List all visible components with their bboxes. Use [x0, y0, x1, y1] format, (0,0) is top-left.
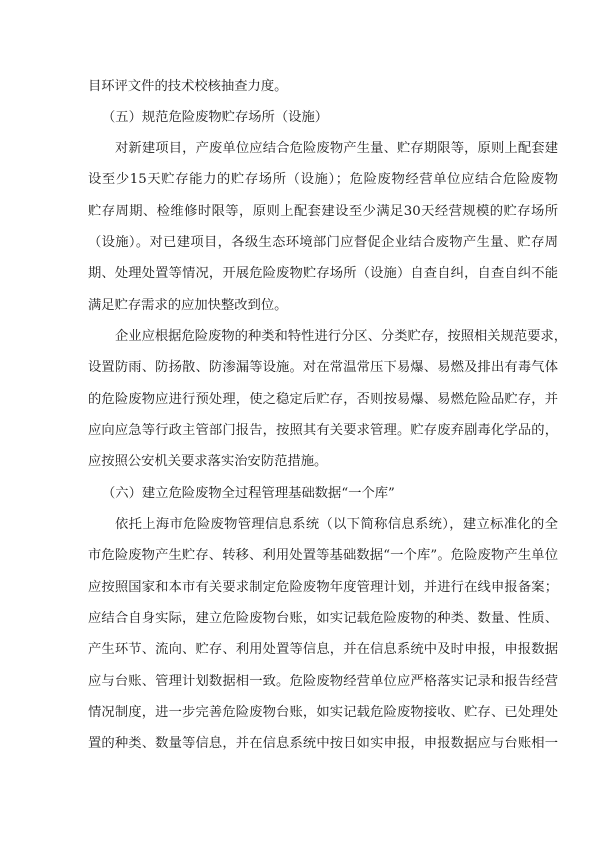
paragraph-line: 贮存周期、检维修时限等，原则上配套建设至少满足30天经营规模的贮存场所 — [88, 204, 558, 219]
paragraph-line: 市危险废物产生贮存、转移、利用处置等基础数据“一个库”。危险废物产生单位 — [88, 548, 558, 563]
paragraph-line: 依托上海市危险废物管理信息系统（以下简称信息系统），建立标准化的全 — [115, 517, 558, 532]
paragraph-line: 产生环节、流向、贮存、利用处置等信息，并在信息系统中及时申报，申报数据 — [88, 642, 558, 657]
paragraph-line: 企业应根据危险废物的种类和特性进行分区、分类贮存，按照相关规范要求， — [115, 329, 568, 344]
paragraph-line: 目环评文件的技术校核抽查力度。 — [88, 79, 288, 94]
paragraph-line: 满足贮存需求的应加快整改到位。 — [88, 298, 288, 313]
paragraph-line: （设施）。对已建项目，各级生态环境部门应督促企业结合废物产生量、贮存周 — [88, 235, 558, 250]
paragraph-line: 期、处理处置等情况，开展危险废物贮存场所（设施）自查自纠，自查自纠不能 — [88, 266, 558, 281]
paragraph-line: 设置防雨、防扬散、防渗漏等设施。对在常温常压下易爆、易燃及排出有毒气体 — [88, 360, 558, 375]
paragraph-line: 设至少15天贮存能力的贮存场所（设施）；危险废物经营单位应结合危险废物 — [88, 172, 558, 187]
paragraph-line: 应向应急等行政主管部门报告，按照其有关要求管理。贮存废弃剧毒化学品的， — [88, 423, 558, 438]
paragraph-line: 应按照国家和本市有关要求制定危险废物年度管理计划，并进行在线申报备案； — [88, 580, 558, 595]
paragraph-line: 置的种类、数量等信息，并在信息系统中按日如实申报，申报数据应与台账相一 — [88, 736, 558, 751]
paragraph-line: 应结合自身实际，建立危险废物台账，如实记载危险废物的种类、数量、性质、 — [88, 611, 558, 626]
paragraph-line: 的危险废物应进行预处理，使之稳定后贮存，否则按易爆、易燃危险品贮存，并 — [88, 392, 558, 407]
section-heading-5: （五）规范危险废物贮存场所（设施） — [102, 110, 329, 125]
paragraph-line: 对新建项目，产废单位应结合危险废物产生量、贮存期限等，原则上配套建 — [115, 141, 558, 156]
paragraph-line: 应与台账、管理计划数据相一致。危险废物经营单位应严格落实记录和报告经营 — [88, 674, 558, 689]
paragraph-line: 情况制度，进一步完善危险废物台账，如实记载危险废物接收、贮存、已处理处 — [88, 705, 558, 720]
section-heading-6: （六）建立危险废物全过程管理基础数据“一个库” — [102, 486, 395, 501]
paragraph-line: 应按照公安机关要求落实治安防范措施。 — [88, 454, 328, 469]
